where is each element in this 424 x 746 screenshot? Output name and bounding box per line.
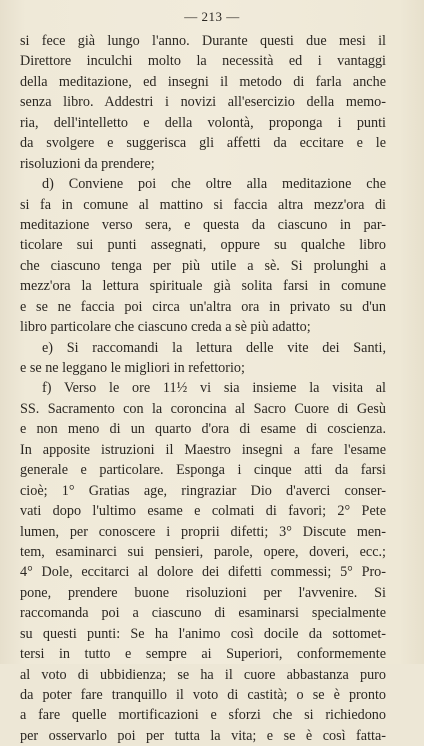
text-line: e se ne leggano le migliori in refettorio; [20, 360, 245, 376]
text-line: In apposite istruzioni il Maestro insegni a fare l'esame [20, 441, 386, 458]
text-line: senza libro. Addestri i novizi all'esercizio della memo- [20, 94, 386, 111]
text-line: ria, dell'intelletto e della volontà, proponga i punti [20, 114, 386, 131]
text-line: a fare quelle mortificazioni e sforzi che si richiedono [20, 707, 386, 724]
text-line: meditazione verso sera, e questa da ciascuno in par- [20, 216, 386, 233]
body-text [20, 31, 386, 746]
text-line: 4° Dole, eccitarci al dolore dei difetti commessi; 5° Pro- [20, 564, 386, 581]
text-line: vati dopo l'ultimo esame e colmati di favori; 2° Pete [20, 503, 386, 520]
text-line: pone, prendere buone risoluzioni per l'avvenire. Si [20, 584, 386, 601]
page-number: — 213 — [184, 9, 240, 24]
text-line: si fece già lungo l'anno. Durante questi due mesi il [20, 33, 386, 49]
text-line: mezz'ora la lettura spirituale già solita farsi in comune [20, 278, 386, 295]
text-line: tem, esaminarci sui pensieri, parole, opere, doveri, ecc.; [20, 543, 386, 560]
text-line: cioè; 1° Gratias age, ringraziar Dio d'averci conser- [20, 482, 386, 499]
text-line: da poter fare tranquillo il voto di castità; o se è pronto [20, 687, 386, 703]
text-line: su questi punti: Se ha l'animo così docile da sottomet- [20, 625, 386, 642]
text-line: per osservarlo poi per tutta la vita; e se è così fatta- [20, 727, 386, 744]
text-line: e se ne faccia poi circa un'altra ora in privato su d'un [20, 298, 386, 315]
text-line: Direttore inculchi molto la necessità ed i vantaggi [20, 53, 386, 70]
text-line: e non meno di un quarto d'ora di esame di coscienza. [20, 421, 386, 438]
text-line: della meditazione, ed insegni il metodo di farla anche [20, 73, 386, 90]
text-line: raccomanda poi a ciascuno di esaminarsi specialmente [20, 605, 386, 622]
text-line: d) Conviene poi che oltre alla meditazione che [42, 176, 386, 193]
text-line: e) Si raccomandi la lettura delle vite dei Santi, [42, 339, 386, 356]
text-line: generale e particolare. Esponga i cinque atti da farsi [20, 462, 386, 479]
text-line: f) Verso le ore 11½ vi sia insieme la visita al [42, 380, 386, 397]
text-line: si fa in comune al mattino si faccia altra mezz'ora di [20, 196, 386, 213]
text-line: SS. Sacramento con la coroncina al Sacro Cuore di Gesù [20, 400, 386, 417]
text-line: che ciascuno tenga per più utile a sè. Si prolunghi a [20, 257, 386, 274]
text-line: da svolgere e suggerisca gli affetti da eccitare e le [20, 135, 386, 152]
text-line: tersi in tutto e sempre ai Superiori, conformemente [20, 646, 386, 663]
text-line: libro particolare che ciascuno creda a sè più adatto; [20, 319, 311, 336]
text-line: al voto di ubbidienza; se ha il cuore abbastanza puro [20, 666, 386, 683]
text-line: lumen, per conoscere i proprii difetti; 3° Discute men- [20, 523, 386, 540]
text-line: ticolare sui punti assegnati, oppure su qualche libro [20, 237, 386, 254]
text-line: risoluzioni da prendere; [20, 155, 155, 172]
